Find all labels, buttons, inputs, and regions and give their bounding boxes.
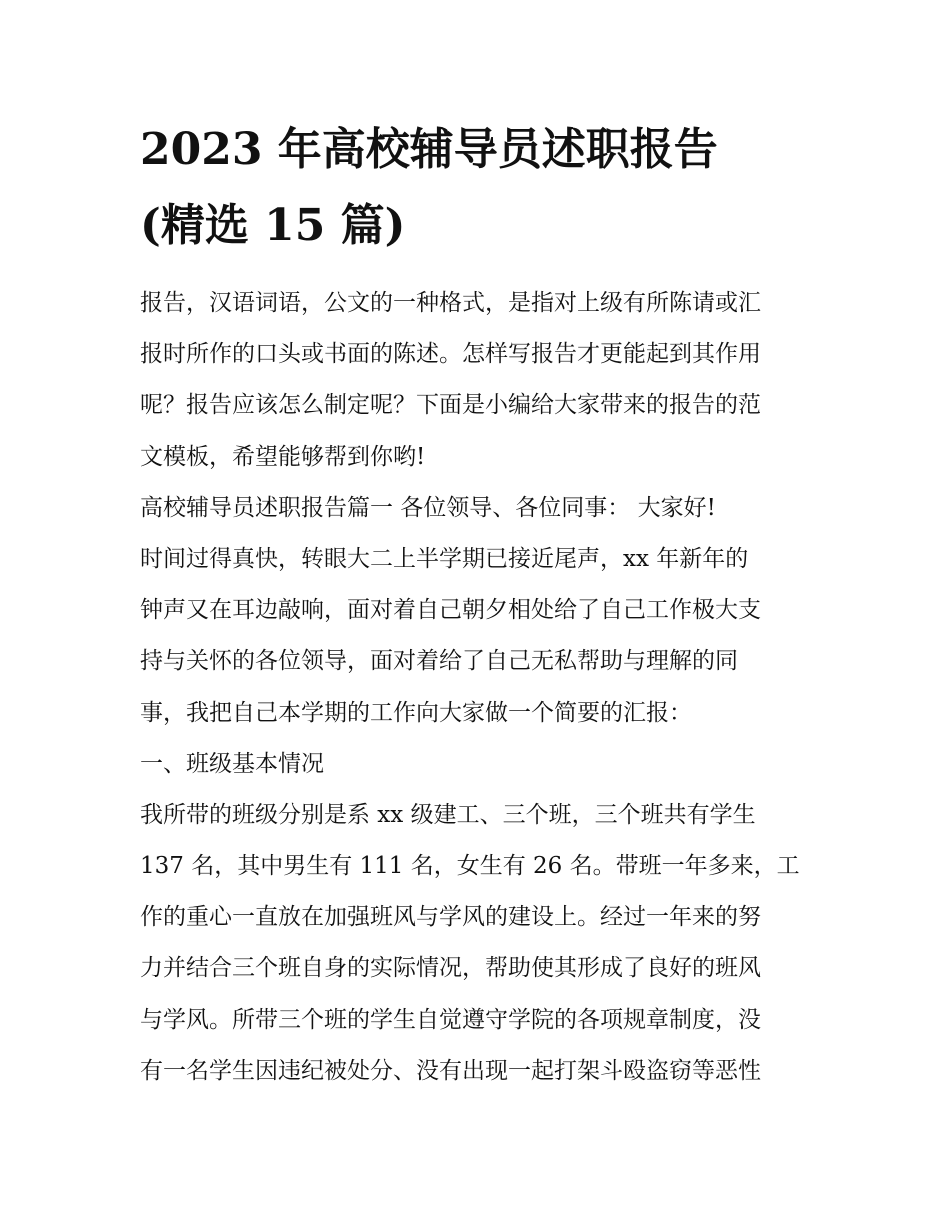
document-body [140, 278, 830, 1097]
section-heading: 一、班级基本情况 [140, 750, 324, 777]
text-line: 报告，汉语词语，公文的一种格式，是指对上级有所陈请或汇 [140, 290, 761, 316]
text-line: 作的重心一直放在加强班风与学风的建设上。经过一年来的努 [140, 904, 761, 931]
text-line: 137 名，其中男生有 111 名，女生有 26 名。带班一年多来，工 [140, 853, 800, 880]
text-line: 事，我把自己本学期的工作向大家做一个简要的汇报： [140, 699, 692, 726]
title-line: 2023 年高校辅导员述职报告 [140, 124, 718, 175]
text-line: 与学风。所带三个班的学生自觉遵守学院的各项规章制度，没 [140, 1006, 761, 1033]
text-line: 时间过得真快，转眼大二上半学期已接近尾声，xx 年新年的 [140, 545, 749, 572]
text-line: 报时所作的口头或书面的陈述。怎样写报告才更能起到其作用 [140, 341, 761, 368]
title-line: (精选 15 篇) [140, 200, 406, 251]
text-line: 钟声又在耳边敲响，面对着自己朝夕相处给了自己工作极大支 [140, 597, 761, 624]
text-line: 高校辅导员述职报告篇一 各位领导、各位同事： 大家好! [140, 494, 716, 521]
text-line: 我所带的班级分别是系 xx 级建工、三个班，三个班共有学生 [140, 801, 756, 828]
text-line: 有一名学生因违纪被处分、没有出现一起打架斗殴盗窃等恶性 [140, 1057, 761, 1084]
text-line: 持与关怀的各位领导，面对着给了自己无私帮助与理解的同 [140, 648, 738, 675]
text-line: 呢？报告应该怎么制定呢？下面是小编给大家带来的报告的范 [140, 392, 761, 419]
text-line: 力并结合三个班自身的实际情况，帮助使其形成了良好的班风 [140, 955, 761, 982]
document-title [140, 112, 820, 264]
text-line: 文模板，希望能够帮到你哟! [140, 443, 426, 470]
